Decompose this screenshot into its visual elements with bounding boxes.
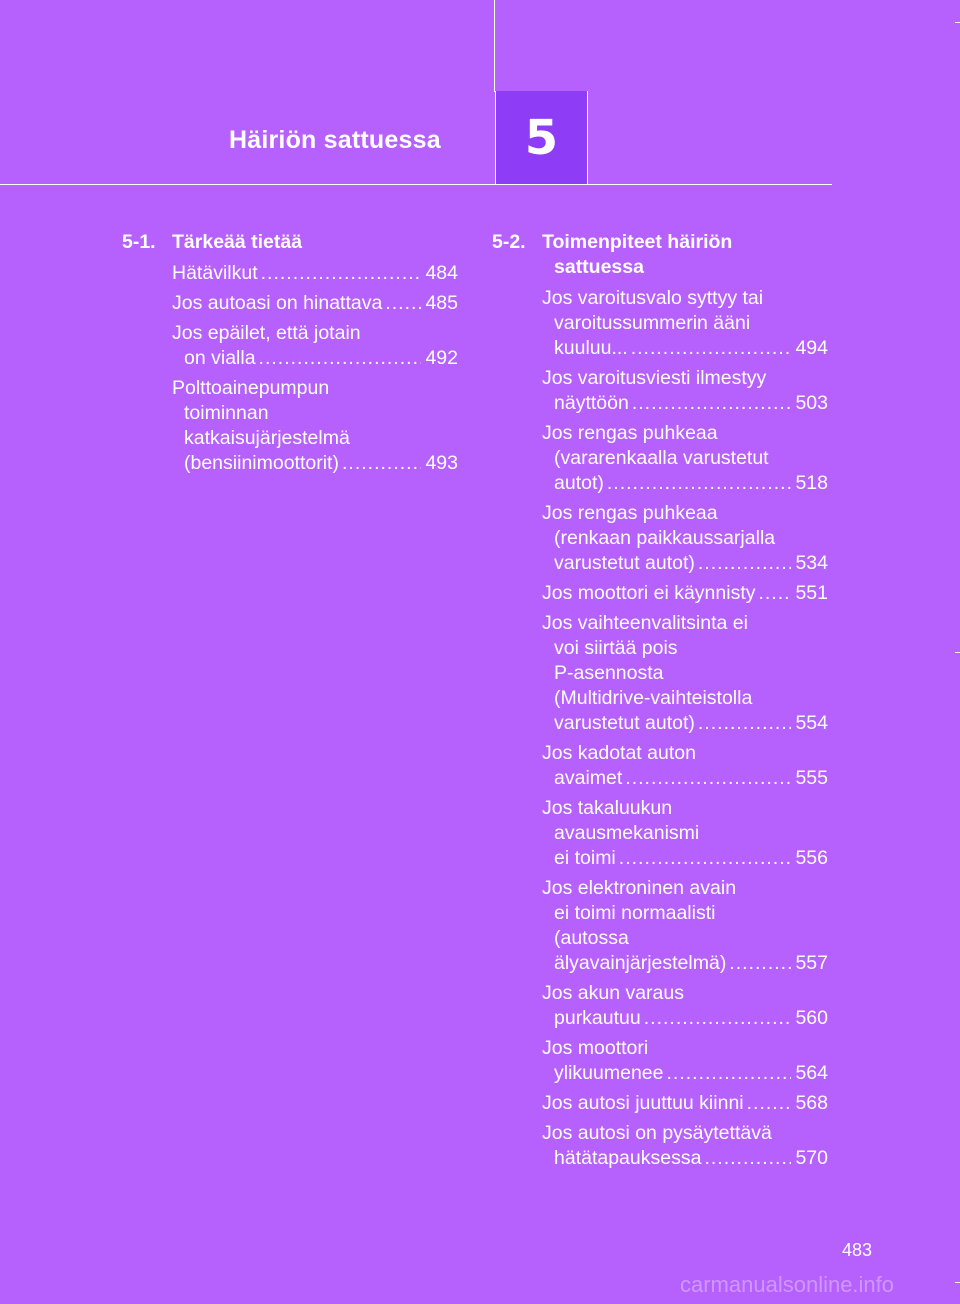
toc-entry[interactable] [542,796,828,871]
edge-tick [955,652,960,653]
toc-entry-last-line [542,336,828,361]
toc-entry-line: ylikuumenee [554,1062,664,1084]
toc-entry-page: 534 [795,552,828,574]
toc-entry-line: Jos rengas puhkeaa [542,422,718,444]
toc-entry-line: avaimet [554,767,623,789]
toc-entry-last-line [542,1091,828,1116]
toc-entry-line: katkaisujärjestelmä [184,427,350,449]
section-heading [492,230,828,280]
toc-column-right [492,230,828,1176]
toc-entry[interactable] [542,366,828,416]
toc-entry-line: (vararenkaalla varustetut [554,447,769,469]
toc-entry-line: avausmekanismi [554,822,700,844]
leader-dots [759,581,792,606]
toc-entry-line: Jos moottori [542,1037,649,1059]
leader-dots [385,291,421,316]
toc-entry[interactable] [542,876,828,976]
toc-entry-line: Jos kadotat auton [542,742,696,764]
toc-entry[interactable] [542,501,828,576]
toc-entry-line: (Multidrive-vaihteistolla [554,687,753,709]
chapter-title: Häiriön sattuessa [229,126,441,154]
toc-entry-last-line [172,261,458,286]
toc-entry-line: ei toimi [554,847,616,869]
toc-column-left [122,230,458,481]
toc-entry[interactable] [172,321,458,371]
header-divider-horizontal [0,184,832,185]
leader-dots [342,451,421,476]
header-divider-vertical [494,0,495,92]
toc-entry-last-line [542,951,828,976]
section-title-line: Tärkeää tietää [172,231,303,253]
toc-entry-line: Hätävilkut [172,262,258,284]
leader-dots [698,711,792,736]
toc-entry-last-line [542,1006,828,1031]
leader-dots [729,951,791,976]
page-number: 483 [842,1240,873,1260]
toc-entry-page: 484 [425,262,458,284]
toc-entry-line: älyavainjärjestelmä) [554,952,727,974]
toc-entry-line: Jos epäilet, että jotain [172,322,361,344]
toc-entry-page: 568 [795,1092,828,1114]
toc-entry-line: purkautuu [554,1007,641,1029]
toc-entry-line: varoitussummerin ääni [554,312,751,334]
toc-entry-last-line [172,346,458,371]
toc-entry-line: Jos akun varaus [542,982,684,1004]
leader-dots [631,336,792,361]
leader-dots [607,471,792,496]
leader-dots [625,766,791,791]
toc-entry-page: 485 [425,292,458,314]
toc-entry-line: Jos rengas puhkeaa [542,502,718,524]
leader-dots [644,1006,792,1031]
toc-entry-line: Jos takaluukun [542,797,673,819]
toc-entry-last-line [542,391,828,416]
toc-entry[interactable] [542,981,828,1031]
section-heading [122,230,458,255]
leader-dots [704,1146,791,1171]
toc-entry-line: ei toimi normaalisti [554,902,716,924]
section-number: 5-2. [492,231,526,253]
watermark: carmanualsonline.info [680,1272,895,1297]
leader-dots [666,1061,791,1086]
toc-entry-line: Jos varoitusvalo syttyy tai [542,287,764,309]
toc-entry[interactable] [542,1091,828,1116]
leader-dots [261,261,422,286]
toc-entry-line: on vialla [184,347,256,369]
toc-entry-line: (autossa [554,927,629,949]
leader-dots [619,846,792,871]
toc-entry[interactable] [542,611,828,736]
toc-entry-page: 555 [795,767,828,789]
toc-entry-line: Jos vaihteenvalitsinta ei [542,612,748,634]
chapter-number-tab [495,91,588,185]
toc-entry-line: (bensiinimoottorit) [184,452,339,474]
leader-dots [747,1091,792,1116]
leader-dots [698,551,792,576]
toc-entry-page: 503 [795,392,828,414]
toc-entry-page: 557 [795,952,828,974]
toc-entry[interactable] [542,286,828,361]
toc-entry-line: varustetut autot) [554,552,695,574]
toc-entry-page: 560 [795,1007,828,1029]
toc-entry-last-line [542,551,828,576]
toc-entry-line: näyttöön [554,392,629,414]
toc-entry-page: 564 [795,1062,828,1084]
edge-tick [955,22,960,23]
toc-entry-page: 492 [425,347,458,369]
toc-entry[interactable] [542,421,828,496]
toc-entry[interactable] [542,1121,828,1171]
toc-entry-line: varustetut autot) [554,712,695,734]
toc-entry-page: 554 [795,712,828,734]
toc-entry-last-line [542,581,828,606]
toc-entry-last-line [542,846,828,871]
toc-entry-line: autot) [554,472,604,494]
section-title [492,230,828,280]
leader-dots [632,391,792,416]
toc-entry-last-line [172,291,458,316]
toc-entry-line: P-asennosta [554,662,664,684]
toc-entry-line: Jos autosi juuttuu kiinni [542,1092,744,1114]
section-number: 5-1. [122,231,156,253]
toc-entry-page: 518 [795,472,828,494]
toc-entry-last-line [542,711,828,736]
section-title [122,230,458,255]
toc-entry[interactable] [542,1036,828,1086]
toc-entry-last-line [172,451,458,476]
toc-entry-page: 551 [795,582,828,604]
toc-entry-line: hätätapauksessa [554,1147,702,1169]
section-title-line: sattuessa [554,256,644,278]
toc-entry-line: Jos moottori ei käynnisty [542,582,756,604]
toc-entry[interactable] [172,291,458,316]
edge-tick [955,1282,960,1283]
toc-entry-last-line [542,766,828,791]
toc-entry-line: Jos autoasi on hinattava [172,292,383,314]
toc-entry-line: voi siirtää pois [554,637,678,659]
toc-entry-last-line [542,1146,828,1171]
toc-entry-last-line [542,471,828,496]
leader-dots [259,346,422,371]
toc-entry[interactable] [542,581,828,606]
toc-entry-line: kuuluu... [554,337,628,359]
section-title-line: Toimenpiteet häiriön [542,231,733,253]
toc-entry-line: Jos autosi on pysäytettävä [542,1122,772,1144]
toc-entry-last-line [542,1061,828,1086]
toc-entry[interactable] [542,741,828,791]
toc-entry-line: Jos varoitusviesti ilmestyy [542,367,767,389]
toc-entry-page: 556 [795,847,828,869]
chapter-number: 5 [524,110,559,166]
toc-entry-line: Polttoainepumpun [172,377,330,399]
toc-entry[interactable] [172,261,458,286]
toc-entry-page: 493 [425,452,458,474]
toc-entry-line: Jos elektroninen avain [542,877,737,899]
toc-entry[interactable] [172,376,458,476]
toc-entry-line: toiminnan [184,402,269,424]
toc-entry-page: 570 [795,1147,828,1169]
toc-entry-page: 494 [795,337,828,359]
toc-entry-line: (renkaan paikkaussarjalla [554,527,776,549]
